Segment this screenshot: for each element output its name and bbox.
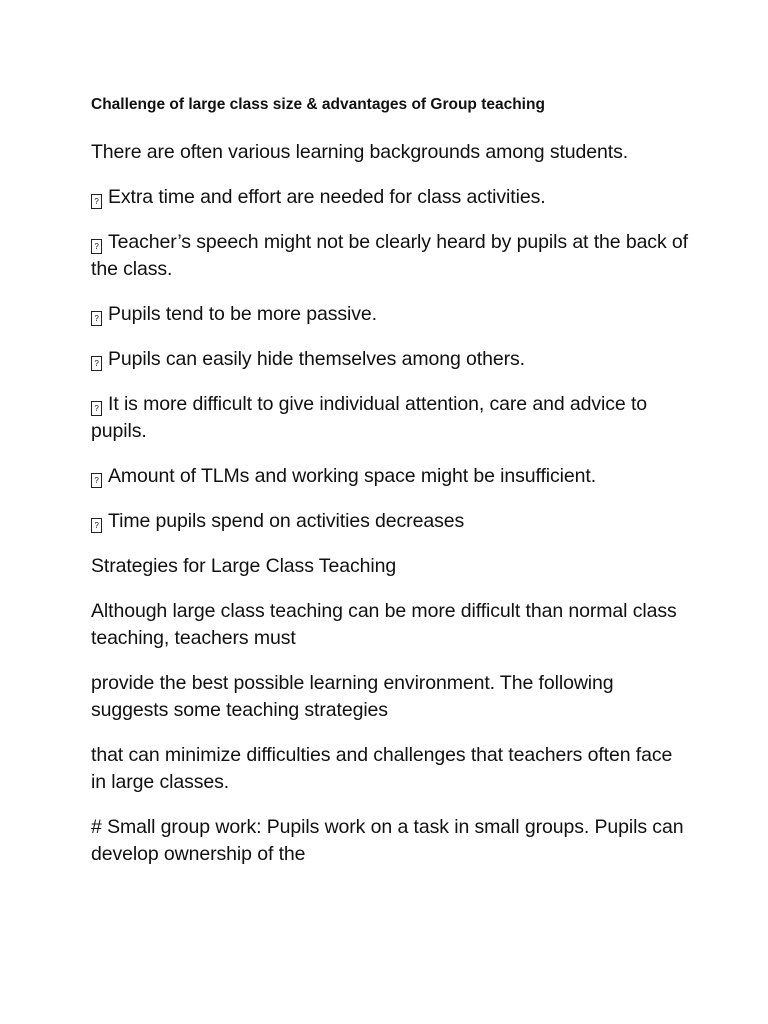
body-paragraph: Although large class teaching can be more difficult than normal class teaching, teachers must: [91, 600, 677, 649]
bullet-item: [91, 391, 688, 445]
strategies-heading: Strategies for Large Class Teaching: [91, 555, 397, 577]
missing-glyph-icon: ?: [91, 401, 102, 416]
bullet-text: Pupils can easily hide themselves among others.: [108, 348, 525, 370]
missing-glyph-icon: ?: [91, 239, 102, 254]
intro-paragraph: There are often various learning backgrounds among students.: [91, 141, 629, 163]
bullet-text: Teacher’s speech might not be clearly heard by pupils at the back of the class.: [91, 231, 688, 280]
missing-glyph-icon: ?: [91, 194, 102, 209]
bullet-item: [91, 463, 688, 490]
bullet-item: [91, 229, 688, 283]
bullet-item: [91, 346, 688, 373]
bullet-item: [91, 508, 688, 535]
missing-glyph-icon: ?: [91, 356, 102, 371]
bullet-text: Pupils tend to be more passive.: [108, 303, 377, 325]
body-paragraph: that can minimize difficulties and challenges that teachers often face in large classes.: [91, 744, 673, 793]
missing-glyph-icon: ?: [91, 518, 102, 533]
bullet-text: Amount of TLMs and working space might be insufficient.: [108, 465, 597, 487]
bullet-text: It is more difficult to give individual attention, care and advice to pupils.: [91, 393, 648, 442]
bullet-item: [91, 184, 688, 211]
missing-glyph-icon: ?: [91, 311, 102, 326]
bullet-text: Time pupils spend on activities decreases: [108, 510, 465, 532]
missing-glyph-icon: ?: [91, 473, 102, 488]
document-title: Challenge of large class size & advantages of Group teaching: [91, 96, 545, 113]
body-paragraph: # Small group work: Pupils work on a task in small groups. Pupils can develop ownership of the: [91, 816, 684, 865]
bullet-text: Extra time and effort are needed for class activities.: [108, 186, 546, 208]
body-paragraph: provide the best possible learning environment. The following suggests some teaching strategies: [91, 672, 614, 721]
bullet-item: [91, 301, 688, 328]
